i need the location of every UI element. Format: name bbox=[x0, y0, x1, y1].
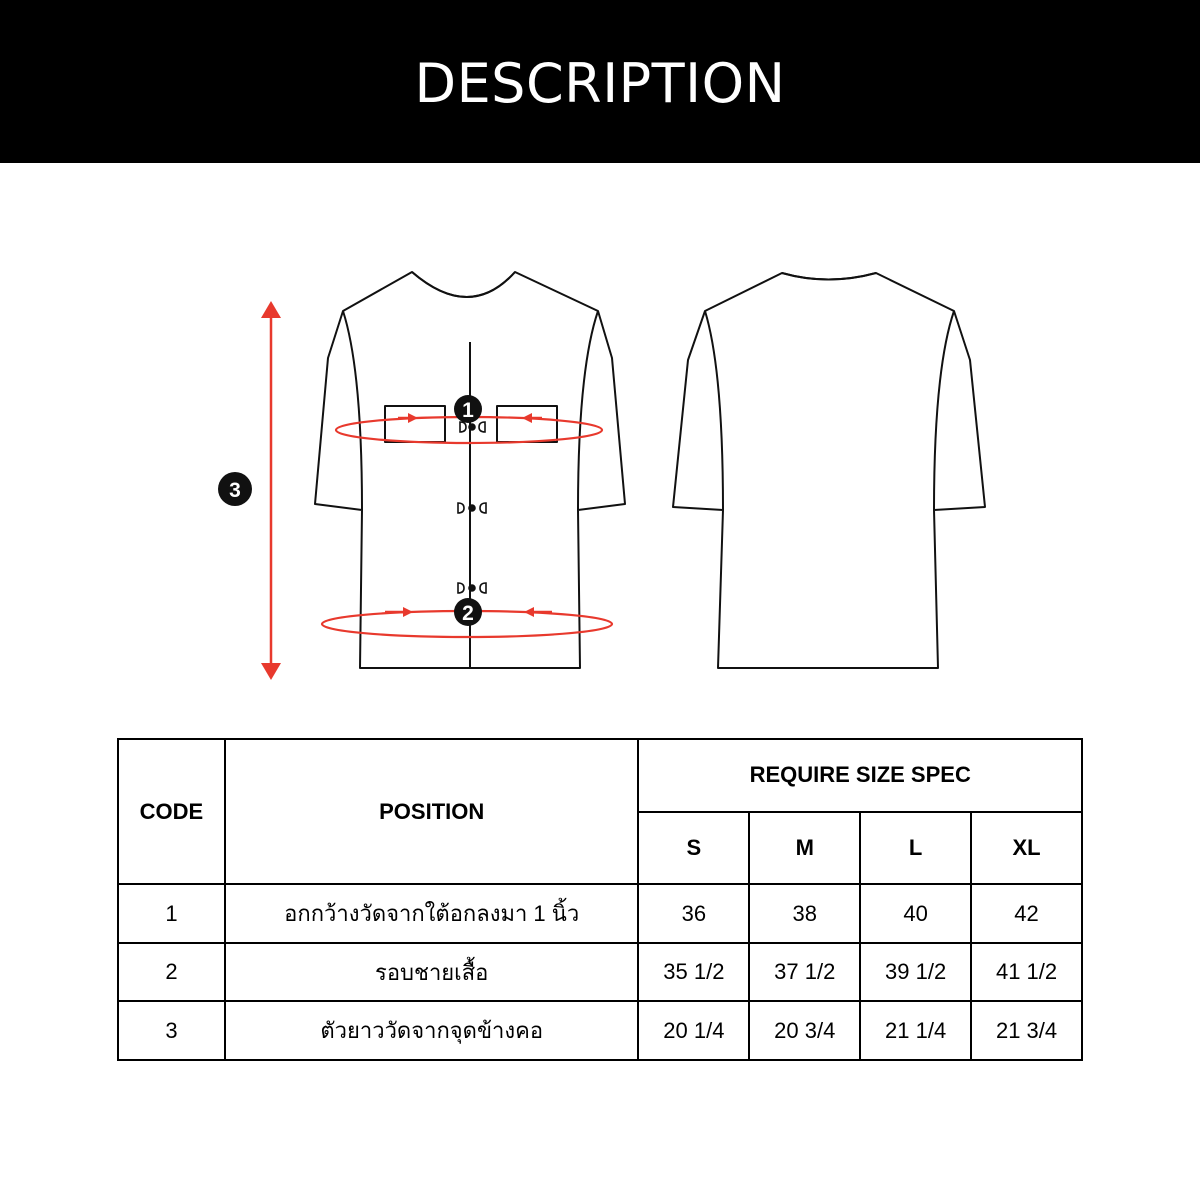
size-header-xl: XL bbox=[971, 812, 1082, 885]
marker-badge-1 bbox=[454, 395, 482, 423]
row-position: รอบชายเสื้อ bbox=[225, 943, 639, 1002]
table-row bbox=[118, 884, 1082, 943]
row-code: 1 bbox=[118, 884, 225, 943]
row-value-l: 40 bbox=[860, 884, 971, 943]
row-position: อกกว้างวัดจากใต้อกลงมา 1 นิ้ว bbox=[225, 884, 639, 943]
size-spec-table bbox=[117, 738, 1083, 1061]
length-measurement bbox=[261, 301, 281, 680]
marker-badge-3-label: 3 bbox=[229, 479, 241, 502]
table-header-row bbox=[118, 739, 1082, 812]
table-row bbox=[118, 943, 1082, 1002]
row-value-xl: 21 3/4 bbox=[971, 1001, 1082, 1060]
header-bar bbox=[0, 0, 1200, 163]
row-value-xl: 42 bbox=[971, 884, 1082, 943]
length-arrow-top-head bbox=[261, 301, 281, 318]
code-header: CODE bbox=[118, 739, 225, 884]
position-header: POSITION bbox=[225, 739, 639, 884]
row-code: 2 bbox=[118, 943, 225, 1002]
row-value-s: 36 bbox=[638, 884, 749, 943]
size-spec-header: REQUIRE SIZE SPEC bbox=[638, 739, 1082, 812]
row-value-s: 20 1/4 bbox=[638, 1001, 749, 1060]
page-title: DESCRIPTION bbox=[414, 52, 786, 115]
row-value-xl: 41 1/2 bbox=[971, 943, 1082, 1002]
row-code: 3 bbox=[118, 1001, 225, 1060]
shirt-back-outline bbox=[673, 273, 985, 668]
row-position: ตัวยาววัดจากจุดข้างคอ bbox=[225, 1001, 639, 1060]
row-value-l: 39 1/2 bbox=[860, 943, 971, 1002]
table-row bbox=[118, 1001, 1082, 1060]
right-pocket-flap bbox=[497, 406, 557, 442]
garment-illustration bbox=[0, 163, 1200, 723]
row-value-m: 20 3/4 bbox=[749, 1001, 860, 1060]
size-header-s: S bbox=[638, 812, 749, 885]
marker-badge-2 bbox=[454, 598, 482, 626]
shirt-back-view bbox=[673, 273, 985, 668]
size-header-m: M bbox=[749, 812, 860, 885]
length-arrow-bottom-head bbox=[261, 663, 281, 680]
row-value-m: 38 bbox=[749, 884, 860, 943]
marker-badge-1-label: 1 bbox=[462, 399, 474, 422]
marker-badge-2-label: 2 bbox=[462, 602, 474, 625]
left-pocket-flap bbox=[385, 406, 445, 442]
row-value-m: 37 1/2 bbox=[749, 943, 860, 1002]
garment-diagram bbox=[0, 163, 1200, 723]
size-header-l: L bbox=[860, 812, 971, 885]
row-value-s: 35 1/2 bbox=[638, 943, 749, 1002]
row-value-l: 21 1/4 bbox=[860, 1001, 971, 1060]
marker-badge-3 bbox=[218, 472, 252, 506]
